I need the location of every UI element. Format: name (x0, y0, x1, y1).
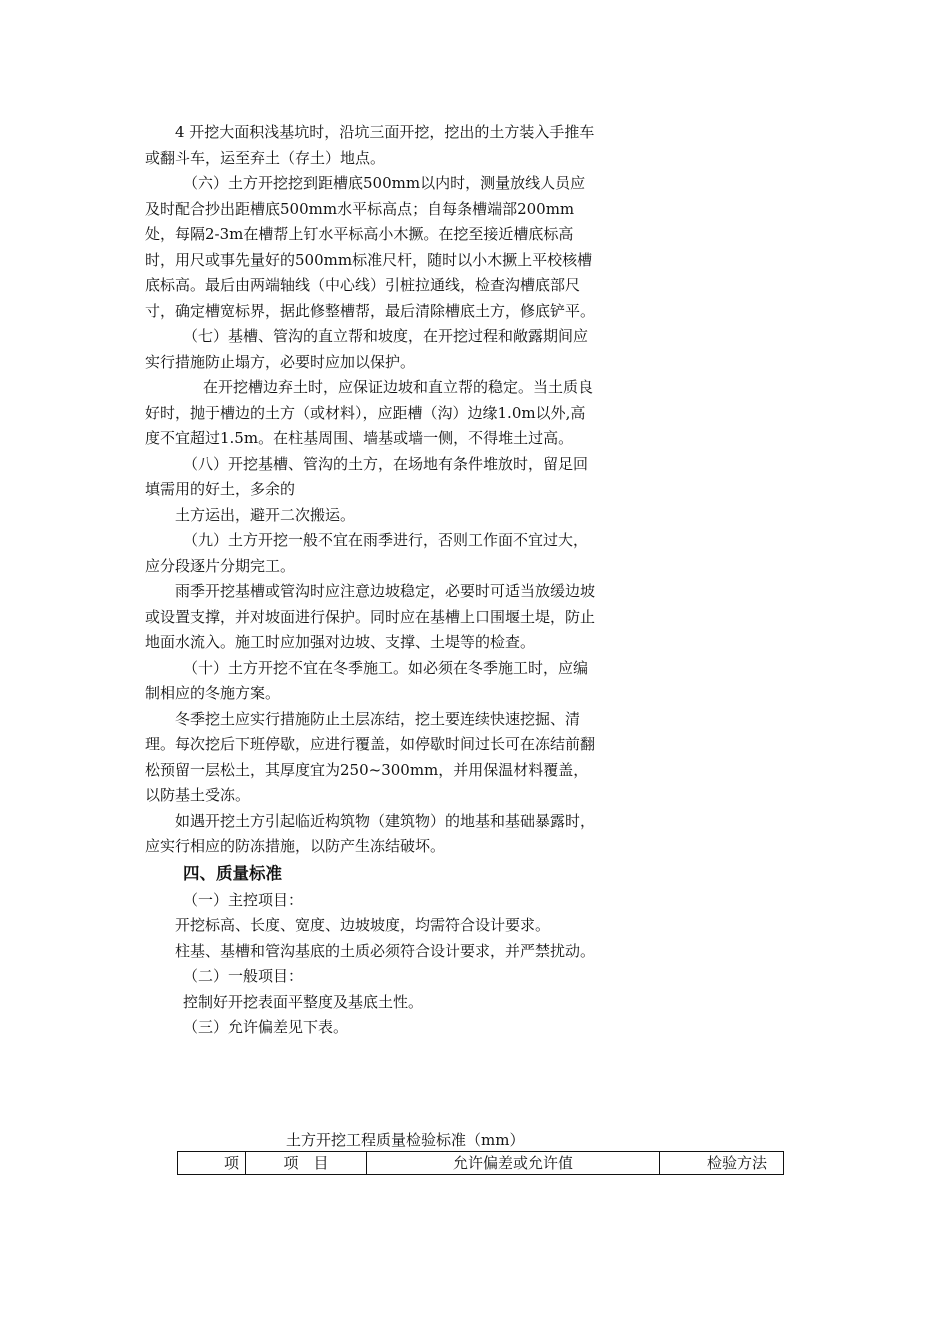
table-header-method: 检验方法 (660, 1152, 784, 1175)
paragraph-spoil-placement: 在开挖槽边弃土时，应保证边坡和直立帮的稳定。当土质良好时，抛于槽边的土方（或材料），应距槽（沟）边缘1.0m以外,高度不宜超过1.5m。在柱基周围、墙基或墙一侧，不得堆土过高。 (145, 378, 594, 447)
paragraph-item-6: （六）土方开挖挖到距槽底500mm以内时，测量放线人员应及时配合抄出距槽底500mm水平标高点；自每条槽端部200mm处，每隔2-3m在槽帮上钉水平标高小木撅。在挖至接近槽底标高时，用尺或事先量好的500mm标准尺杆，随时以小木撅上平校核槽底标高。最后由两端轴线（中心线）引桩拉通线，检查沟槽底部尺寸，确定槽宽标界，据此修整槽帮，最后清除槽底土方，修底铲平。 (145, 174, 596, 320)
table-title: 土方开挖工程质量检验标准（mm） (286, 1131, 525, 1149)
paragraph-item-10: （十）土方开挖不宜在冬季施工。如必须在冬季施工时，应编制相应的冬施方案。 (145, 658, 589, 702)
paragraph-winter-excavation: 冬季挖土应实行措施防止土层冻结，挖土要连续快速挖掘、清理。每次挖后下班停歇，应进行覆盖，如停歇时间过长可在冻结前翻松预留一层松土，其厚度宜为250~300mm，并用保温材料覆盖，以防基土受冻。 (145, 709, 596, 804)
quality-main-item-1: 开挖标高、长度、宽度、边坡坡度，均需符合设计要求。 (175, 916, 551, 934)
quality-general-items: （二）一般项目： (183, 967, 304, 985)
paragraph-rainy-season: 雨季开挖基槽或管沟时应注意边坡稳定，必要时可适当放缓边坡或设置支撑，并对坡面进行保护。同时应在基槽上口围堰土堤，防止地面水流入。施工时应加强对边坡、支撑、土堤等的检查。 (145, 582, 596, 651)
section-heading-quality: 四、质量标准 (183, 863, 282, 883)
paragraph-frost-protection: 如遇开挖土方引起临近构筑物（建筑物）的地基和基础暴露时，应实行相应的防冻措施，以防产生冻结破坏。 (145, 811, 596, 855)
paragraph-item-7: （七）基槽、管沟的直立帮和坡度，在开挖过程和敞露期间应实行措施防止塌方，必要时应加以保护。 (145, 327, 589, 371)
quality-inspection-table (177, 1151, 784, 1175)
table-header-project: 项 目 (246, 1152, 367, 1175)
table-header-tolerance: 允许偏差或允许值 (367, 1152, 660, 1175)
table-header-row (178, 1152, 784, 1175)
paragraph-step-4: 4 开挖大面积浅基坑时，沿坑三面开挖，挖出的土方装入手推车或翻斗车，运至弃土（存土）地点。 (145, 123, 595, 167)
document-body (145, 120, 597, 1041)
quality-main-items: （一）主控项目： (183, 890, 304, 909)
paragraph-item-8-cont: 土方运出，避开二次搬运。 (175, 505, 356, 524)
quality-general-item-1: 控制好开挖表面平整度及基底土性。 (183, 992, 424, 1011)
quality-tolerance-note: （三）允许偏差见下表。 (183, 1018, 349, 1036)
paragraph-item-9: （九）土方开挖一般不宜在雨季进行，否则工作面不宜过大，应分段逐片分期完工。 (145, 531, 589, 575)
paragraph-item-8: （八）开挖基槽、管沟的土方，在场地有条件堆放时，留足回填需用的好土，多余的 (145, 454, 589, 498)
table-header-item: 项 (178, 1152, 246, 1175)
quality-main-item-2: 柱基、基槽和管沟基底的土质必须符合设计要求，并严禁扰动。 (175, 941, 596, 960)
